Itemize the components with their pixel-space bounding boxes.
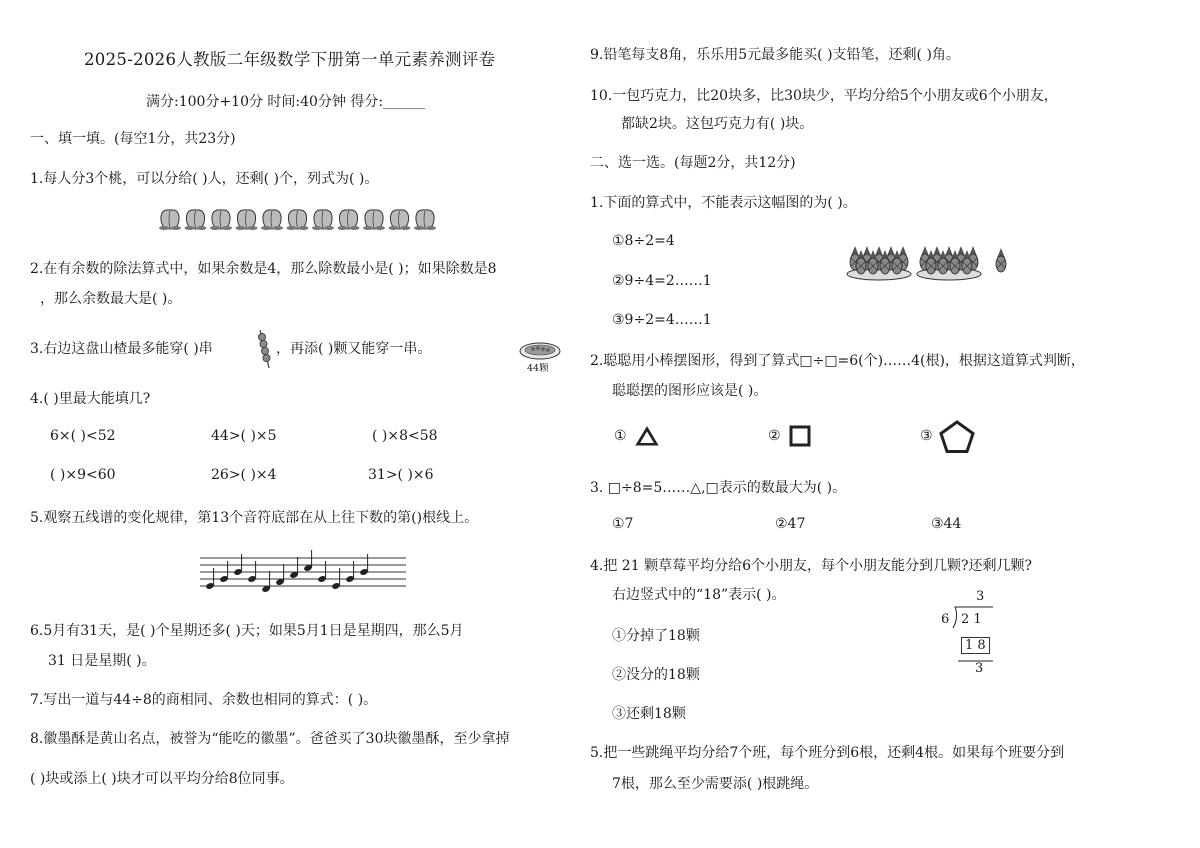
question-2-line-2: ，那么余数最大是( )。 [40,291,182,307]
choice-2-option-3-label: ③ [920,428,933,444]
section-2-heading: 二、选一选。(每题2分，共12分) [590,155,796,171]
q4-item-3: ( )×8<58 [372,428,438,444]
peach-icon [210,210,232,230]
music-note-icon [261,571,270,593]
question-10-line-1: 10.一包巧克力，比20块多，比30块少，平均分给5个小朋友或6个小朋友， [590,88,1058,104]
choice-4-option-2: ②没分的18颗 [612,667,700,683]
choice-1-option-2: ②9÷4=2……1 [612,273,712,289]
choice-1-option-3: ③9÷2=4……1 [612,312,712,328]
division-divisor: 6 [941,612,950,627]
peach-icon [261,210,283,230]
hawthorn-plate-icon [519,342,561,360]
choice-1: 1.下面的算式中，不能表示这幅图的为( )。 [590,195,857,211]
question-7: 7.写出一道与44÷8的商相同、余数也相同的算式：( )。 [30,692,378,708]
division-bracket [950,606,995,662]
division-remainder: 3 [975,661,984,676]
exam-info: 满分:100分+10分 时间:40分钟 得分:______ [146,94,426,110]
choice-5-line-2: 7根，那么至少需要添( )根跳绳。 [612,776,819,792]
division-dividend: 2 1 [961,612,982,627]
question-1: 1.每人分3个桃，可以分给( )人，还剩( )个，列式为( )。 [30,171,379,187]
question-4: 4.( )里最大能填几? [30,391,151,407]
music-staff-illustration [200,548,406,594]
peach-icon [236,210,258,230]
question-3-part-2: ，再添( )颗又能穿一串。 [276,341,432,357]
question-6-line-1: 6.5月有31天，是( )个星期还多( )天；如果5月1日是星期四，那么5月 [30,623,464,639]
triangle-icon [636,427,658,446]
peach-icon [389,210,411,230]
question-2-line-1: 2.在有余数的除法算式中，如果余数是4，那么除数最小是( )；如果除数是8 [30,261,497,277]
plate-label: 44颗 [527,363,549,374]
music-note-icon [275,564,284,586]
pineapple-icon [996,248,1006,272]
peach-icon [338,210,360,230]
square-icon [789,425,811,447]
q4-item-2: 44>( )×5 [211,428,277,444]
choice-3-option-3: ③44 [931,516,962,532]
question-5: 5.观察五线谱的变化规律，第13个音符底部在从上往下数的第()根线上。 [30,510,479,526]
choice-4-line-1: 4.把 21 颗草莓平均分给6个小朋友，每个小朋友能分到几颗?还剩几颗? [590,558,1032,574]
choice-3: 3. □÷8=5……△,□表示的数最大为( )。 [590,480,847,496]
peaches-illustration [158,206,440,232]
choice-2-line-1: 2.聪聪用小棒摆图形，得到了算式□÷□=6(个)……4(根)，根据这道算式判断， [590,353,1085,369]
q4-item-4: ( )×9<60 [50,467,116,483]
music-note-icon [289,557,298,579]
choice-2-option-2-label: ② [768,428,781,444]
choice-4-option-1: ①分掉了18颗 [612,628,700,644]
q4-item-5: 26>( )×4 [211,467,277,483]
q4-item-1: 6×( )<52 [50,428,116,444]
peach-icon [159,210,181,230]
peach-icon [287,210,309,230]
choice-1-option-1: ①8÷2=4 [612,233,675,249]
question-8-line-2: ( )块或添上( )块才可以平均分给8位同事。 [30,771,294,787]
division-quotient: 3 [976,589,985,604]
choice-4-option-3: ③还剩18颗 [612,706,686,722]
pineapple-plates-illustration [845,238,1015,282]
page-title: 2025-2026人教版二年级数学下册第一单元素养测评卷 [84,50,496,69]
q4-item-6: 31>( )×6 [368,467,434,483]
division-product: 1 8 [961,637,990,654]
music-note-icon [303,550,312,572]
section-1-heading: 一、填一填。(每空1分，共23分) [30,131,236,147]
question-6-line-2: 31 日是星期( )。 [48,653,156,669]
choice-3-option-2: ②47 [775,516,806,532]
question-10-line-2: 都缺2块。这包巧克力有( )块。 [621,116,814,132]
peach-icon [414,210,436,230]
hawthorn-skewer-icon [256,328,274,370]
choice-4-line-2: 右边竖式中的“18”表示( )。 [612,587,786,603]
choice-3-option-1: ①7 [612,516,634,532]
choice-5-line-1: 5.把一些跳绳平均分给7个班，每个班分到6根，还剩4根。如果每个班要分到 [590,745,1065,761]
pentagon-icon [939,420,975,454]
peach-icon [312,210,334,230]
choice-2-option-1-label: ① [614,428,627,444]
question-8-line-1: 8.徽墨酥是黄山名点，被誉为“能吃的徽墨”。爸爸买了30块徽墨酥，至少拿掉 [30,731,510,747]
question-9: 9.铅笔每支8角，乐乐用5元最多能买( )支铅笔，还剩( )角。 [590,47,960,63]
choice-2-line-2: 聪聪摆的图形应该是( )。 [612,383,768,399]
peach-icon [185,210,207,230]
peach-icon [363,210,385,230]
question-3-part-1: 3.右边这盘山楂最多能穿( )串 [30,341,213,357]
